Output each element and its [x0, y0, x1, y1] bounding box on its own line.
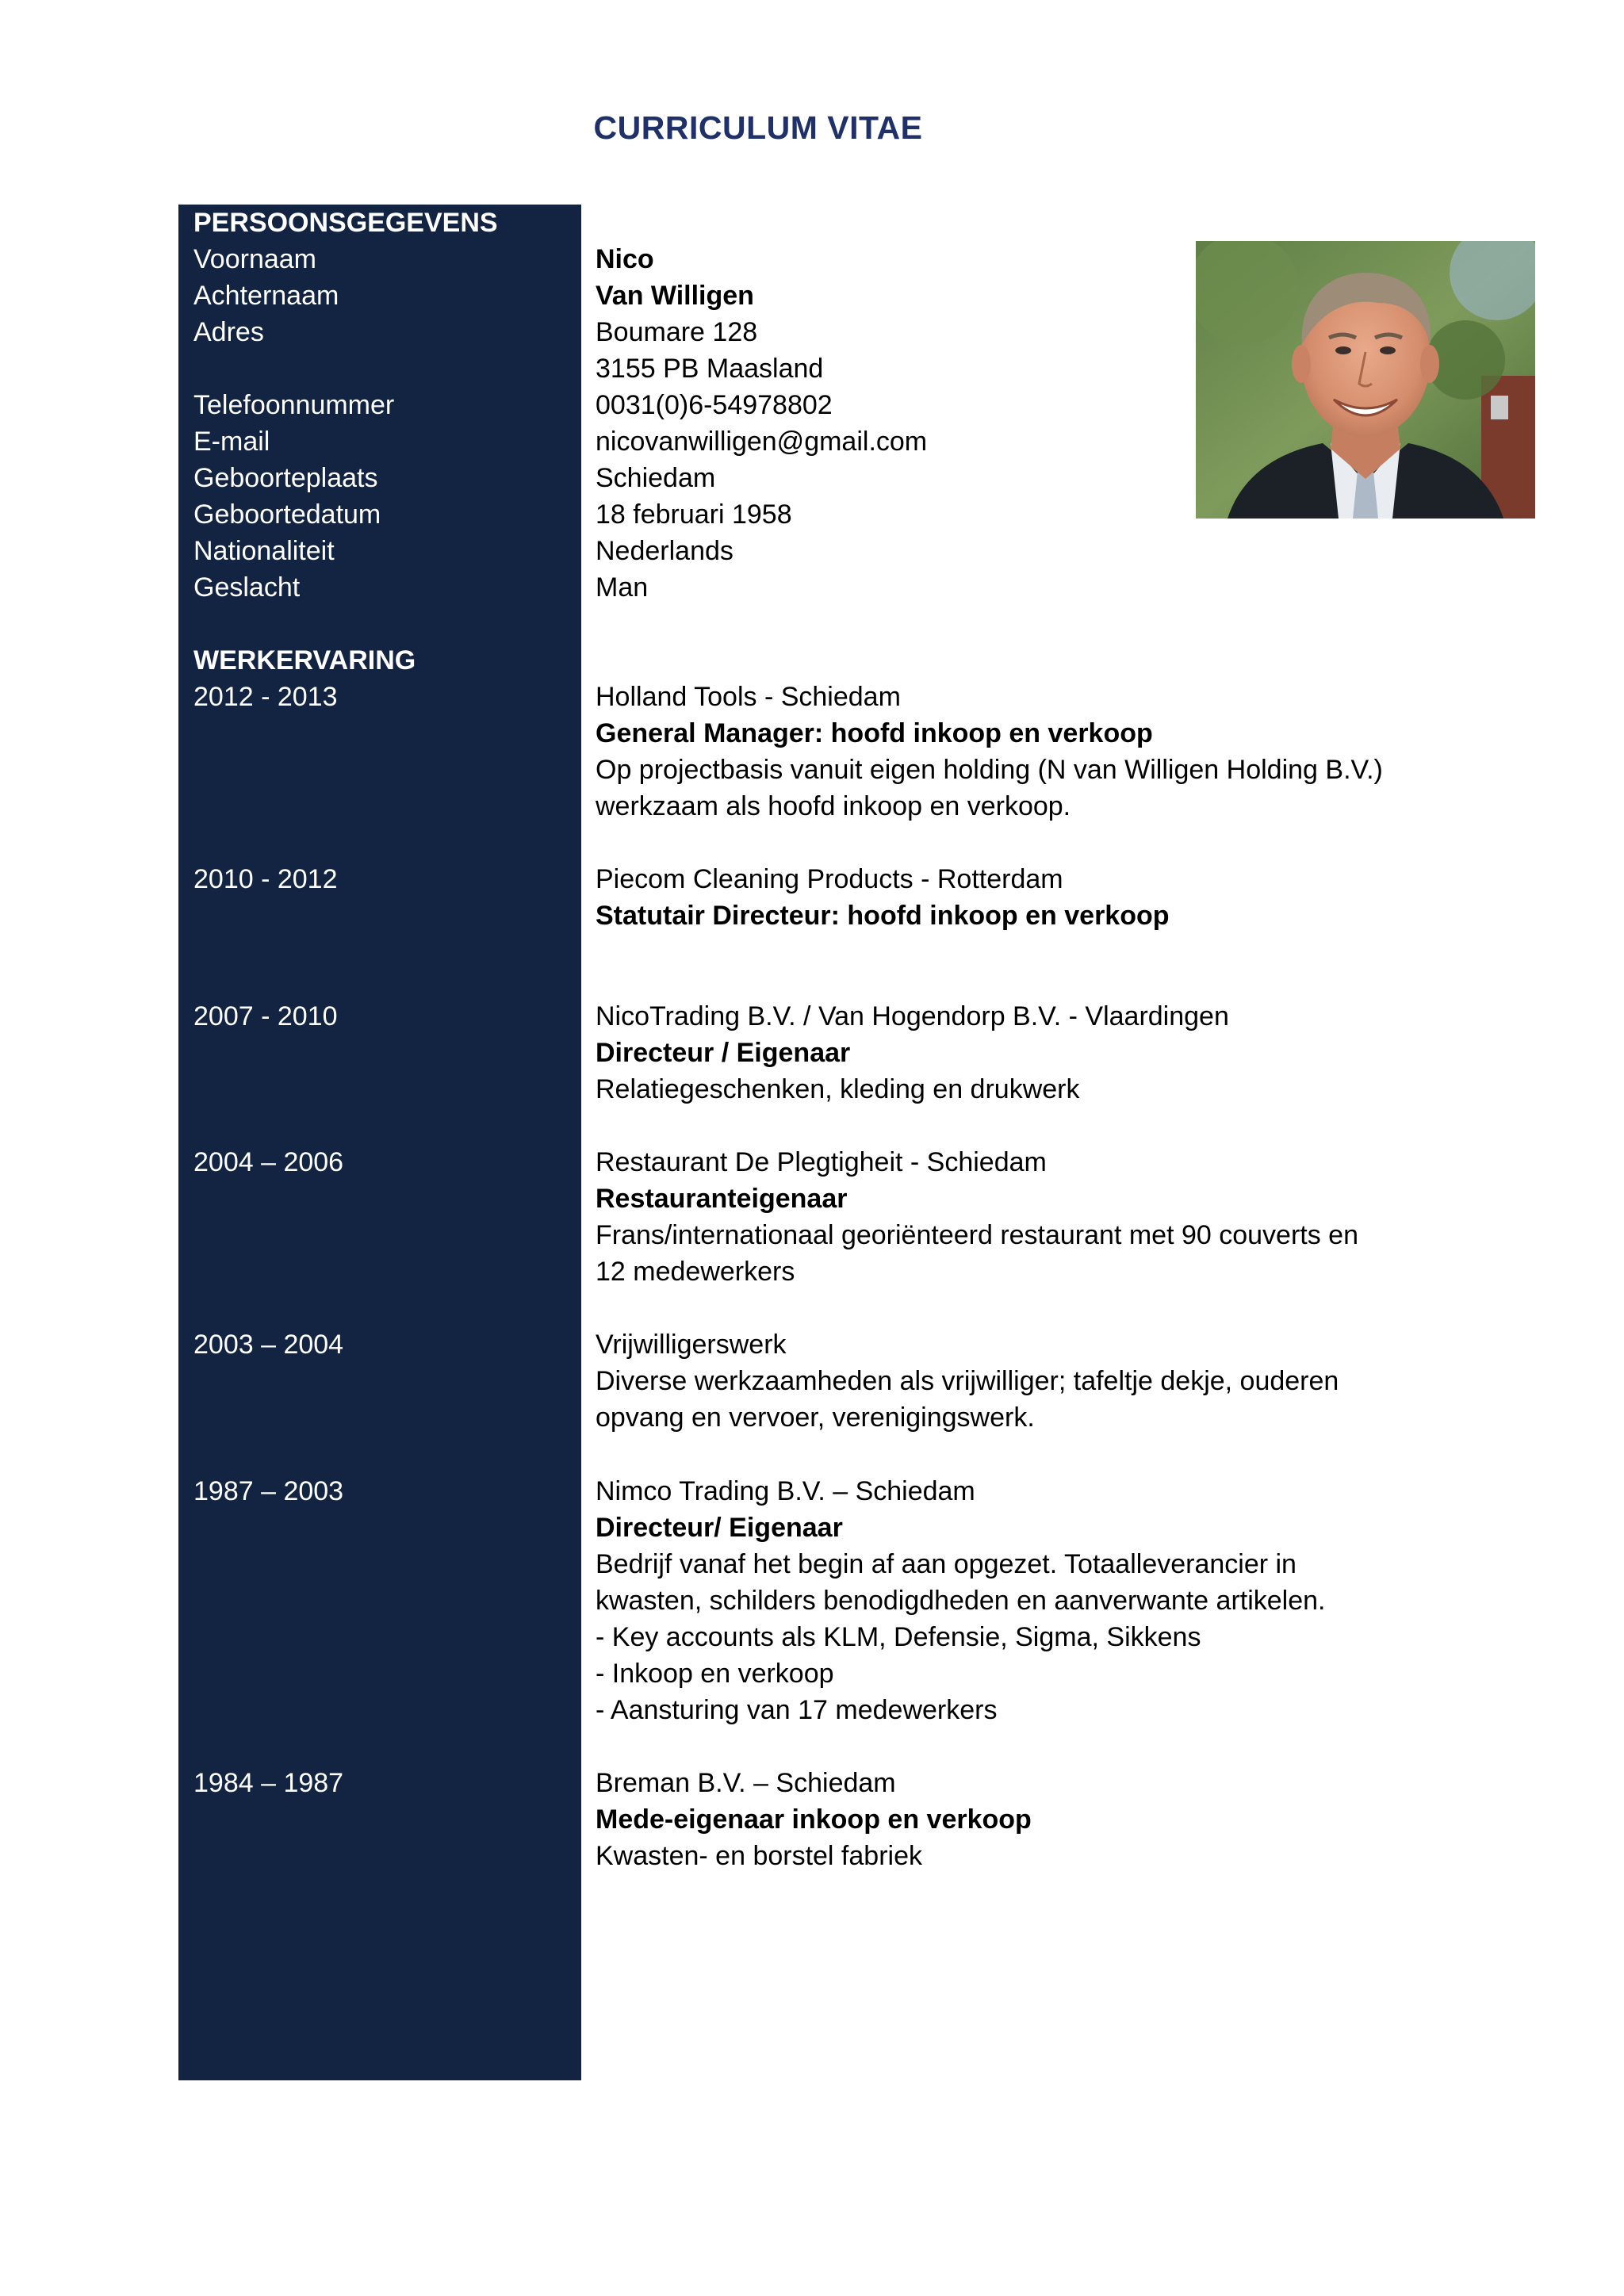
- job-period: 2012 - 2013: [193, 682, 338, 712]
- value-last-name: Van Willigen: [596, 281, 754, 311]
- job-period: 2003 – 2004: [193, 1330, 344, 1360]
- job-role: Restauranteigenaar: [596, 1184, 848, 1214]
- job-period: 2004 – 2006: [193, 1147, 344, 1177]
- job-company: Breman B.V. – Schiedam: [596, 1768, 896, 1798]
- job-period: 2007 - 2010: [193, 1001, 338, 1031]
- profile-photo: [1196, 241, 1535, 519]
- value-birthplace: Schiedam: [596, 463, 716, 493]
- job-role: Statutair Directeur: hoofd inkoop en verkoop: [596, 901, 1170, 931]
- job-company: Nimco Trading B.V. – Schiedam: [596, 1476, 975, 1506]
- job-role: General Manager: hoofd inkoop en verkoop: [596, 718, 1153, 748]
- job-role: Mede-eigenaar inkoop en verkoop: [596, 1804, 1032, 1835]
- value-birthdate: 18 februari 1958: [596, 499, 792, 530]
- job-period: 1987 – 2003: [193, 1476, 344, 1506]
- label-birthplace: Geboorteplaats: [193, 463, 378, 493]
- job-role: Directeur / Eigenaar: [596, 1038, 851, 1068]
- job-desc-line: Frans/internationaal georiënteerd restaurant met 90 couverts en: [596, 1220, 1358, 1250]
- label-email: E-mail: [193, 427, 270, 457]
- section-heading-experience: WERKERVARING: [193, 645, 416, 675]
- label-address: Adres: [193, 317, 264, 347]
- job-desc-line: Kwasten- en borstel fabriek: [596, 1841, 922, 1871]
- job-company: Restaurant De Plegtigheit - Schiedam: [596, 1147, 1047, 1177]
- value-first-name: Nico: [596, 244, 654, 274]
- job-desc-line: - Inkoop en verkoop: [596, 1659, 834, 1689]
- job-desc-line: 12 medewerkers: [596, 1257, 795, 1287]
- label-phone: Telefoonnummer: [193, 390, 395, 420]
- value-email: nicovanwilligen@gmail.com: [596, 427, 928, 457]
- job-desc-line: opvang en vervoer, verenigingswerk.: [596, 1402, 1035, 1433]
- job-desc-line: Bedrijf vanaf het begin af aan opgezet. Totaalleverancier in: [596, 1549, 1297, 1579]
- page-title: CURRICULUM VITAE: [593, 109, 923, 146]
- section-heading-personal: PERSOONSGEGEVENS: [193, 208, 498, 238]
- job-role: Directeur/ Eigenaar: [596, 1513, 843, 1543]
- job-desc-line: Diverse werkzaamheden als vrijwilliger; tafeltje dekje, ouderen: [596, 1366, 1339, 1396]
- job-period: 2010 - 2012: [193, 864, 338, 894]
- job-company: Holland Tools - Schiedam: [596, 682, 901, 712]
- label-first-name: Voornaam: [193, 244, 316, 274]
- job-company: NicoTrading B.V. / Van Hogendorp B.V. - Vlaardingen: [596, 1001, 1229, 1031]
- job-desc-line: kwasten, schilders benodigdheden en aanverwante artikelen.: [596, 1586, 1326, 1616]
- job-desc-line: Op projectbasis vanuit eigen holding (N van Willigen Holding B.V.): [596, 755, 1383, 785]
- value-address-line1: Boumare 128: [596, 317, 758, 347]
- job-desc-line: - Key accounts als KLM, Defensie, Sigma, Sikkens: [596, 1622, 1201, 1652]
- value-nationality: Nederlands: [596, 536, 733, 566]
- job-desc-line: - Aansturing van 17 medewerkers: [596, 1695, 998, 1725]
- value-phone: 0031(0)6-54978802: [596, 390, 833, 420]
- job-period: 1984 – 1987: [193, 1768, 344, 1798]
- label-gender: Geslacht: [193, 572, 301, 603]
- job-company: Piecom Cleaning Products - Rotterdam: [596, 864, 1063, 894]
- label-nationality: Nationaliteit: [193, 536, 335, 566]
- value-address-line2: 3155 PB Maasland: [596, 354, 824, 384]
- job-company: Vrijwilligerswerk: [596, 1330, 787, 1360]
- label-birthdate: Geboortedatum: [193, 499, 381, 530]
- job-desc-line: Relatiegeschenken, kleding en drukwerk: [596, 1074, 1080, 1104]
- label-last-name: Achternaam: [193, 281, 339, 311]
- value-gender: Man: [596, 572, 649, 603]
- job-desc-line: werkzaam als hoofd inkoop en verkoop.: [596, 791, 1071, 821]
